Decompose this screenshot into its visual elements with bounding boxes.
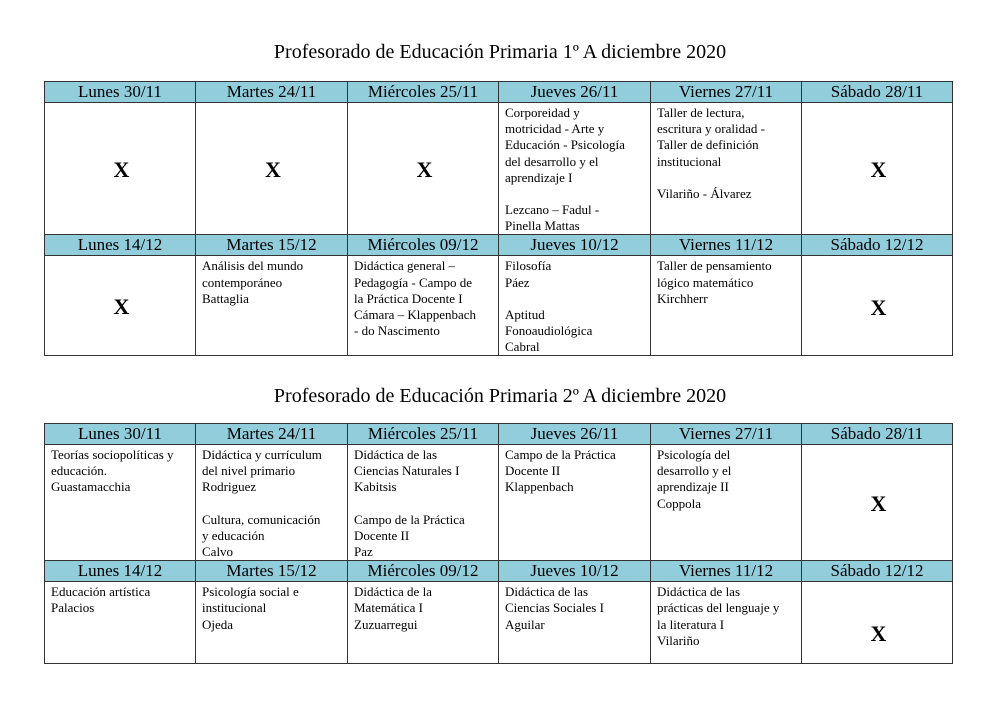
day-header: Sábado 28/11 [802, 424, 953, 445]
cell-text-line: aprendizaje II [657, 479, 729, 495]
cell-text-line: y educación [202, 527, 265, 543]
no-class-mark: X [870, 295, 887, 321]
cell-text-line: Didáctica y currículum [202, 447, 322, 462]
cell-text-line: motricidad - Arte y [505, 121, 605, 137]
cell-text-line: educación. [51, 463, 107, 479]
cell-text-line: Calvo [202, 544, 234, 560]
cell-text-line: aprendizaje I [505, 169, 573, 185]
schedule-row [45, 445, 953, 561]
cell-text-line: Battaglia [202, 290, 249, 306]
cell-text-line: Pedagogía - Campo de [354, 274, 473, 290]
day-header: Martes 24/11 [196, 424, 348, 445]
schedule-cell [348, 445, 499, 561]
header-row [45, 235, 953, 256]
schedule-cell [348, 582, 499, 664]
cell-text-line: Ojeda [202, 616, 234, 632]
cell-text-line: Taller de definición [657, 137, 759, 153]
day-header: Jueves 10/12 [499, 561, 651, 582]
day-header: Sábado 28/11 [802, 82, 953, 103]
cell-text-line: Vilariño [657, 632, 700, 648]
cell-text-line: del desarrollo y el [505, 153, 599, 169]
day-header: Lunes 30/11 [45, 424, 196, 445]
day-header: Viernes 11/12 [651, 561, 802, 582]
cell-text-line: la literatura I [657, 616, 725, 632]
schedule-cell [196, 445, 348, 561]
cell-text-line: Ciencias Naturales I [354, 463, 460, 479]
cell-text-line: lógico matemático [657, 274, 754, 290]
day-header: Martes 24/11 [196, 82, 348, 103]
cell-text-line: Educación - Psicología [505, 137, 625, 153]
schedule-cell [499, 445, 651, 561]
cell-text-line: Corporeidad y [505, 105, 580, 120]
header-row [45, 561, 953, 582]
cell-text-line: Zuzuarregui [354, 616, 418, 632]
cell-text-line: Didáctica general – [354, 258, 456, 274]
cell-text-line: la Práctica Docente I [354, 290, 463, 306]
schedule-cell [499, 582, 651, 664]
cell-text-line: Coppola [657, 495, 702, 511]
cell-text-line: Campo de la Práctica [505, 447, 616, 462]
schedule-cell [196, 103, 348, 235]
cell-text-line: Didáctica de la [354, 584, 432, 600]
cell-text-line: Ciencias Sociales I [505, 600, 604, 616]
day-header: Jueves 26/11 [499, 424, 651, 445]
day-header: Viernes 27/11 [651, 424, 802, 445]
cell-text-line: - do Nascimento [354, 323, 440, 339]
cell-text-line: Klappenbach [505, 479, 574, 495]
day-header: Miércoles 25/11 [348, 424, 499, 445]
cell-text-line: Aptitud [505, 306, 545, 322]
cell-gap [657, 170, 798, 186]
cell-text-line: Psicología social e [202, 584, 299, 600]
day-header: Sábado 12/12 [802, 235, 953, 256]
cell-text-line: Lezcano – Fadul - [505, 202, 600, 218]
table-1-title: Profesorado de Educación Primaria 1º A diciembre 2020 [273, 41, 727, 63]
schedule-cell [802, 445, 953, 561]
cell-text-line: contemporáneo [202, 274, 283, 290]
cell-text-line: Docente II [505, 463, 561, 479]
no-class-mark: X [870, 490, 887, 516]
schedule-row [45, 582, 953, 664]
schedule-cell [802, 582, 953, 664]
cell-text-line: Kabitsis [354, 479, 397, 495]
schedule-cell [802, 103, 953, 235]
cell-text-line: prácticas del lenguaje y [657, 600, 780, 616]
cell-text-line: Didáctica de las [354, 447, 438, 462]
cell-gap [505, 186, 647, 202]
schedule-cell [499, 103, 651, 235]
schedule-row [45, 103, 953, 235]
cell-text-line: Teorías sociopolíticas y [51, 447, 174, 462]
cell-text-line: Fonoaudiológica [505, 323, 593, 339]
day-header: Lunes 14/12 [45, 561, 196, 582]
no-class-mark: X [265, 156, 281, 182]
schedule-cell [196, 256, 348, 356]
cell-text-line: Vilariño - Álvarez [657, 185, 752, 201]
no-class-mark: X [113, 293, 130, 319]
cell-text-line: institucional [202, 600, 267, 616]
cell-text-line: Cámara – Klappenbach [354, 307, 477, 323]
schedule-cell [651, 103, 802, 235]
day-header: Lunes 14/12 [45, 235, 196, 256]
table-2-title: Profesorado de Educación Primaria 2º A diciembre 2020 [273, 385, 727, 407]
schedule-cell [196, 582, 348, 664]
cell-gap [202, 496, 344, 512]
no-class-mark: X [113, 156, 130, 182]
cell-text-line: Cultura, comunicación [202, 511, 321, 527]
cell-text-line: Educación artística [51, 584, 151, 600]
day-header: Miércoles 09/12 [348, 235, 499, 256]
day-header: Miércoles 09/12 [348, 561, 499, 582]
schedule-cell [45, 103, 196, 235]
cell-text-line: Guastamacchia [51, 479, 131, 495]
cell-text-line: Didáctica de las [505, 584, 589, 600]
schedule-table-1 [44, 81, 953, 356]
schedule-cell [45, 445, 196, 561]
cell-text-line: Palacios [51, 600, 95, 616]
schedule-cell [45, 256, 196, 356]
day-header: Sábado 12/12 [802, 561, 953, 582]
cell-text-line: Kirchherr [657, 290, 708, 306]
cell-text-line: Taller de lectura, [657, 105, 745, 120]
schedule-cell [499, 256, 651, 356]
cell-text-line: escritura y oralidad - [657, 121, 765, 137]
cell-text-line: Cabral [505, 339, 540, 355]
cell-text-line: Campo de la Práctica [354, 511, 465, 527]
schedule-cell [651, 256, 802, 356]
cell-gap [505, 291, 647, 307]
schedule-row [45, 256, 953, 356]
cell-text-line: Rodriguez [202, 479, 257, 495]
schedule-cell [802, 256, 953, 356]
no-class-mark: X [870, 156, 887, 182]
cell-text-line: Didáctica de las [657, 584, 741, 600]
cell-text-line: Aguilar [505, 616, 545, 632]
cell-text-line: Pinella Mattas [505, 218, 580, 234]
cell-text-line: Matemática I [354, 600, 423, 616]
cell-text-line: desarrollo y el [657, 463, 732, 479]
day-header: Miércoles 25/11 [348, 82, 499, 103]
cell-text-line: Páez [505, 274, 530, 290]
cell-text-line: Docente II [354, 527, 410, 543]
cell-text-line: del nivel primario [202, 463, 296, 479]
cell-gap [354, 496, 495, 512]
schedule-cell [348, 103, 499, 235]
day-header: Viernes 11/12 [651, 235, 802, 256]
no-class-mark: X [416, 156, 433, 182]
day-header: Jueves 10/12 [499, 235, 651, 256]
day-header: Martes 15/12 [196, 561, 348, 582]
schedule-cell [348, 256, 499, 356]
schedule-table-2 [44, 423, 953, 664]
cell-text-line: institucional [657, 153, 722, 169]
schedule-cell [45, 582, 196, 664]
no-class-mark: X [870, 621, 887, 647]
cell-text-line: Filosofía [505, 258, 552, 274]
schedule-cell [651, 445, 802, 561]
cell-text-line: Psicología del [657, 447, 731, 462]
cell-text-line: Taller de pensamiento [657, 258, 772, 274]
day-header: Jueves 26/11 [499, 82, 651, 103]
cell-text-line: Paz [354, 544, 373, 560]
schedule-cell [651, 582, 802, 664]
cell-text-line: Análisis del mundo [202, 258, 304, 274]
day-header: Martes 15/12 [196, 235, 348, 256]
day-header: Lunes 30/11 [45, 82, 196, 103]
day-header: Viernes 27/11 [651, 82, 802, 103]
header-row [45, 82, 953, 103]
header-row [45, 424, 953, 445]
